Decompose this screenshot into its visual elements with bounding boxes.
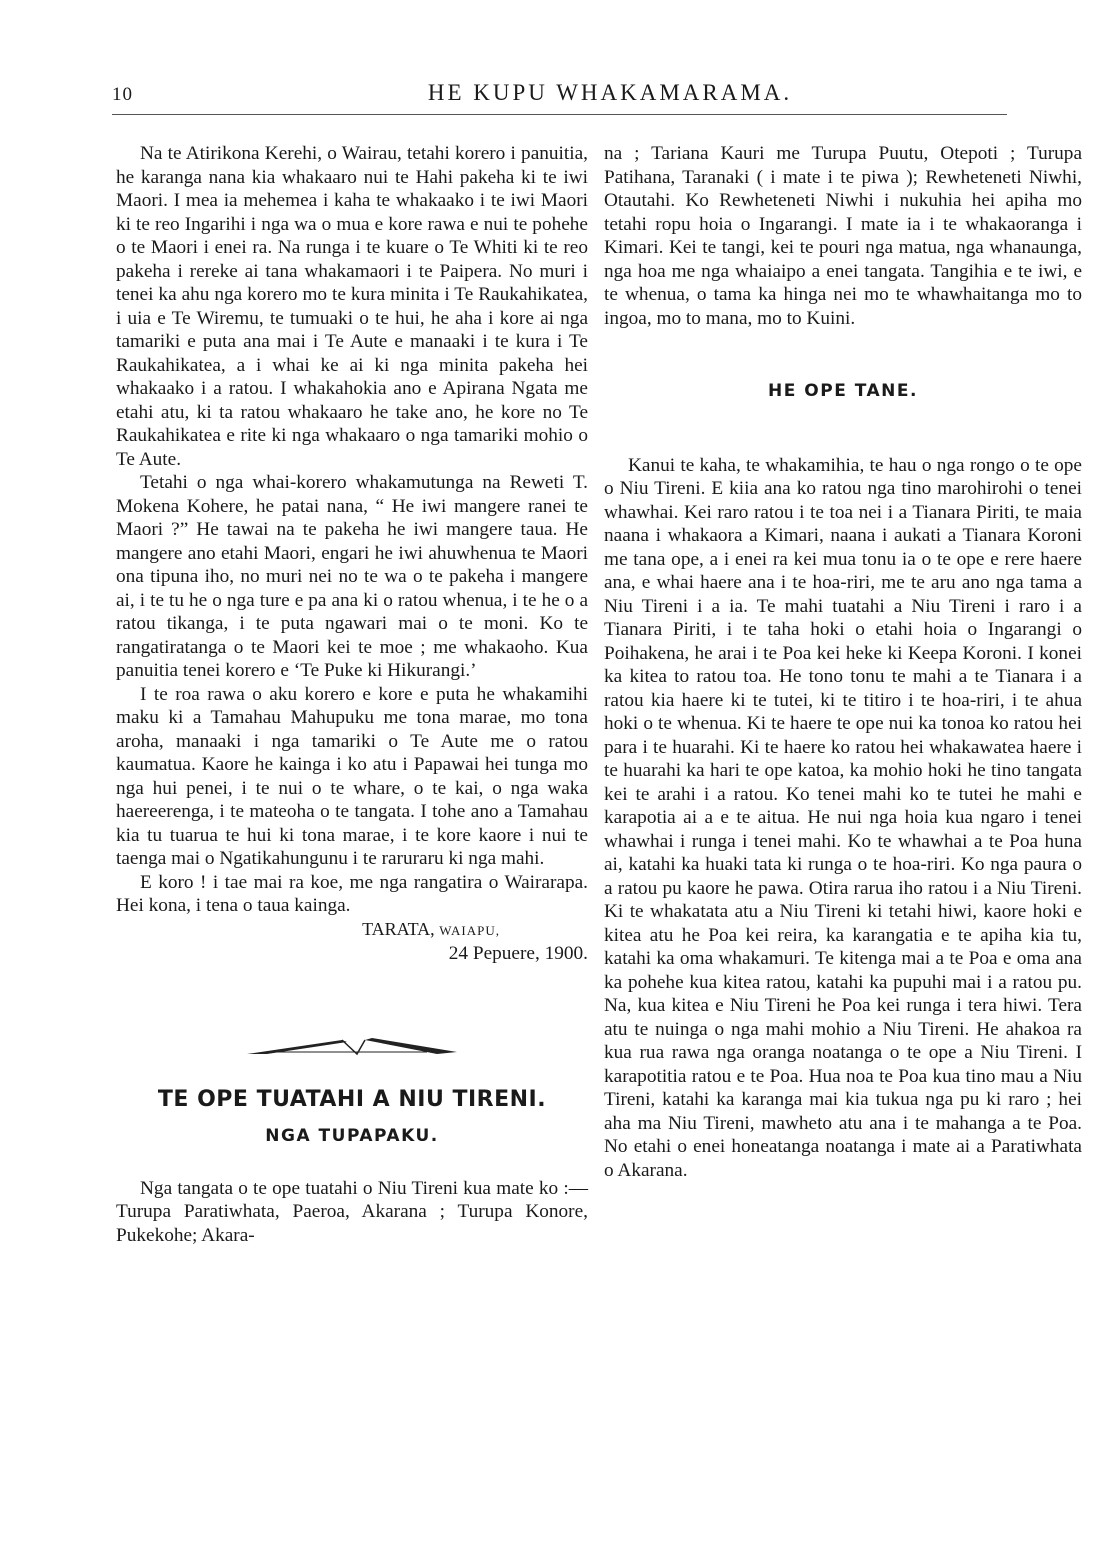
- headline-right: HE OPE TANE.: [768, 381, 918, 401]
- headline-sub: NGA TUPAPAKU.: [265, 1126, 439, 1146]
- page-number: 10: [112, 84, 133, 105]
- header-rule: [112, 114, 1007, 115]
- running-title: HE KUPU WHAKAMARAMA.: [427, 80, 793, 105]
- body-paragraph: Na te Atirikona Kerehi, o Wairau, tetahi korero i panuitia, he karanga nana kia whakaaro nui te Hahi pakeha ki te iwi Maori. I mea ia mehemea i kaha te whakaako i te iwi Maori ki te reo Ingarihi i nga wa o mua e kore rawa e nui te pohehe o te Maori i enei ra. Na runga i te kuare o Te Whiti ki te reo pakeha i rereke ai tana whakamaori i te Paipera. No muri i tenei ka ahu nga korero mo te kura minita i Te Raukahikatea, i uia e Te Wiremu, te tumuaki o te hui, he aha i kore ai nga tamariki e puta ana mai i Te Aute e manaaki i te kura i Te Raukahikatea, a i whai ke ai ki nga minita pakeha hei whakaako i a ratou. I whakahokia ano e Apirana Ngata me etahi atu, ki ta ratou whakaaro he take ano, he kore no Te Raukahikatea e rite ki nga whakaaro o nga tamariki mohio o Te Aute.: [116, 143, 588, 470]
- signature-place: WAIAPU,: [439, 922, 500, 938]
- right-column: [604, 142, 1082, 1182]
- body-paragraph: Nga tangata o te ope tuatahi o Niu Tireni kua mate ko :— Turupa Paratiwhata, Paeroa, Akarana ; Turupa Konore, Pukekohe; Akara-: [116, 1177, 588, 1246]
- body-paragraph: Kanui te kaha, te whakamihia, te hau o nga rongo o te ope o Niu Tireni. E kiia ana ko ratou nga tino marohirohi o tenei whawhai. Kei raro ratou i te toa nei i a Tianara Piriti, te maia naana i whakaora a Kimari, naana i aukati a Tianara Koroni me tana ope, a i enei ra kei mua tonu ia o te ope e rere haere ana, e whai haere ana i te hoa-riri, me te aru ano nga tama a Niu Tireni i a ia. Te mahi tuatahi a Niu Tireni i raro i a Tianara Piriti, i te taha hoki o etahi hoia o Ingarangi o Poihakena, he arai i te Poa kei heke ki Keepa Koroni. I konei ka kitea to ratou toa. He tono tonu te mahi a te Tianara i a ratou kia haere ki te tutei, ki te titiro i te hoa-riri, i te ahua hoki o te whenua. Ki te haere te ope nui ka tonoa ko ratou hei para i te huarahi. Ki te haere ko ratou hei whakawatea haere i te huarahi ka hari te ope katoa, ka mohio hoki he tino tangata kei te arahi i a ratou. Ko tenei mahi ko te tutei he mahi e karapotia ai a e te aitua. He nui nga hoia kua ngaro i tenei whawhai i runga i tenei mahi. Ko te whawhai a te Poa huna ai, katahi ka huaki tata ki runga o te hoa-riri. Ko nga paura o a ratou pu kaore he pawa. Otira rarua iho ratou i a Niu Tireni. Ki te whakatata atu a Niu Tireni ki tetahi hiwi, kaore hoki e kitea atu he Poa kei reira, ka karangatia e te apiha kia tu, katahi ka oma whakamuri. Te kitenga mai a te Poa e oma ana ka pohehe kua kitea ratou, katahi ka pupuhi mai i a ratou pu. Na, kua kitea e Niu Tireni he Poa kei runga i tera hiwi. Tera atu te nuinga o nga mahi mohio a Niu Tireni. He ahakoa ra kua rua rawa nga oranga noatanga o te ope a Niu Tireni. I karapotitia ratou e te Poa. Hua noa te Poa kua tino mau a Niu Tireni, katahi ka karanga mai kia tukua nga pu ki raro ; hei aha ma Niu Tireni, mawheto atu ana i te mahanga a te Poa. No etahi o enei honeatanga noatanga i mate ai a Paratiwhata o Akarana.: [604, 454, 1082, 1181]
- body-paragraph: na ; Tariana Kauri me Turupa Puutu, Otepoti ; Turupa Patihana, Taranaki ( i mate i te piwa ); Rewheteneti Niwhi, Otautahi. Ko Rewheteneti Niwhi i nukuhia hei apiha mo tetahi ropu hoia o Ingarangi. I mate ia i te whakaoranga i Kimari. Kei te tangi, kei te pouri nga matua, nga whanaunga, nga hoa me nga whaiaipo a enei tangata. Tangihia e te iwi, e te whenua, o tama ka hinga nei mo te whawhaitanga mo to ingoa, mo to mana, mo to Kuini.: [604, 143, 1082, 329]
- section-ornament: [247, 1036, 457, 1058]
- signature-date: 24 Pepuere, 1900.: [448, 943, 588, 964]
- signature-name: TARATA,: [362, 918, 435, 939]
- body-paragraph: E koro ! i tae mai ra koe, me nga rangatira o Wairarapa. Hei kona, i tena o taua kainga.: [116, 871, 588, 916]
- left-column: [116, 142, 588, 1247]
- body-paragraph: I te roa rawa o aku korero e kore e puta he whakamihi maku ki a Tamahau Mahupuku me tona marae, mo tona aroha, manaaki i nga tamariki o Te Aute me o ratou kaumatua. Kaore he kainga i ko atu i Papawai hei tunga mo nga hui penei, i te nui o te whare, o te kai, o nga waka haereerenga, i te mateoha o te tangata. I tohe ano a Tamahau kia tu tuarua te hui ki tona marae, i te kore kaore i nui te taenga mai o Ngatikahungunu i te raruraru ki nga mahi.: [116, 683, 588, 869]
- signature-line: [116, 918, 588, 943]
- body-paragraph: Tetahi o nga whai-korero whakamutunga na Reweti T. Mokena Kohere, he patai nana, “ He iwi mangere ranei te Maori ?” He tawai na te pakeha he iwi mangere taua. He mangere ano etahi Maori, engari he iwi ahuwhenua te Maori ona tipuna iho, no muri nei no te wa o te pakeha i mangere ai, i te tu he o nga ture e pa ana ki o ratou whenua, i te he o a ratou tikanga, i te puta ngawari mai o te moni. Ko te rangatiratanga o te Maori kei te moe ; me whakaoho. Kua panuitia tenei korero e ‘Te Puke ki Hikurangi.’: [116, 472, 588, 681]
- headline-main: TE OPE TUATAHI A NIU TIRENI.: [157, 1086, 547, 1112]
